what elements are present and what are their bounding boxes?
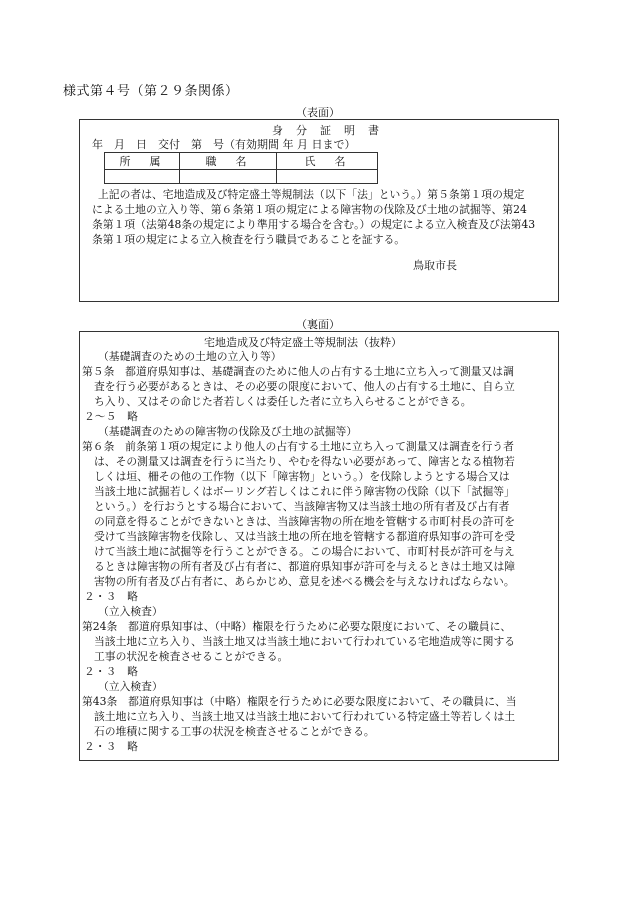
front-body-line: 上記の者は、宅地造成及び特定盛土等規制法（以下「法」という。）第５条第１項の規定 [98, 188, 525, 201]
form-title: 様式第４号（第２９条関係） [63, 84, 239, 99]
back-card [79, 331, 559, 761]
front-heading: 身 分 証 明 書 [272, 124, 380, 137]
article-line: 害物の所有者及び占有者に、あらかじめ、意見を述べる機会を与えなければならない。 [94, 575, 515, 588]
article-line: は、その測量又は調査を行うに当たり、やむを得ない必要があって、障害となる植物若 [94, 455, 515, 468]
staff-table-header-row [105, 153, 378, 170]
article-caption: （立入検査） [98, 605, 163, 618]
article-line: という。）を行おうとする場合において、当該障害物又は当該土地の所有者及び占有者 [94, 500, 510, 513]
article-line: 当該土地に試掘若しくはボーリング若しくはこれに伴う障害物の伐除（以下「試掘等」 [94, 485, 515, 498]
article-caption: （基礎調査のための障害物の伐除及び土地の試掘等） [98, 425, 358, 438]
omitted-paragraphs: ２・３ 略 [84, 590, 138, 603]
issue-line: 年 月 日 交付 第 号（有効期間 年 月 日まで） [92, 138, 356, 151]
article-line: 第６条 前条第１項の規定により他人の占有する土地に立ち入って測量又は調査を行う者 [82, 440, 514, 453]
article-line: 査を行う必要があるときは、その必要の限度において、他人の占有する土地に、自ら立 [94, 380, 515, 393]
value-position [180, 170, 277, 184]
staff-table-value-row [105, 170, 378, 184]
article-caption: （基礎調査のための土地の立入り等） [98, 350, 282, 363]
article-line: 受けて当該障害物を伐除し、又は当該土地の所在地を管轄する都道府県知事の許可を受 [94, 530, 516, 543]
article-line: 石の堆積に関する工事の状況を検査させることができる。 [94, 725, 375, 738]
article-line: るときは障害物の所有者及び占有者に、都道府県知事が許可を与えるときは土地又は障 [94, 560, 516, 573]
article-line: 当該土地に立ち入り、当該土地又は当該土地において行われている宅地造成等に関する [94, 635, 516, 648]
header-affiliation: 所 属 [105, 153, 180, 170]
article-line: 第５条 都道府県知事は、基礎調査のために他人の占有する土地に立ち入って測量又は調 [82, 365, 514, 378]
article-line: 第24条 都道府県知事は、（中略）権限を行うために必要な限度において、その職員に、 [82, 620, 512, 633]
article-line: 工事の状況を検査させることができる。 [94, 650, 289, 663]
value-name [277, 170, 378, 184]
issuer: 鳥取市長 [413, 259, 457, 272]
front-side-label: （表面） [296, 106, 340, 119]
omitted-paragraphs: ２・３ 略 [84, 740, 138, 753]
header-position: 職 名 [180, 153, 277, 170]
law-excerpt [82, 349, 517, 754]
front-body-line: による土地の立入り等、第６条第１項の規定による障害物の伐除及び土地の試掘等、第24 [92, 203, 527, 216]
front-card [79, 119, 559, 302]
front-body [92, 187, 535, 247]
staff-table [104, 152, 378, 184]
article-line: 該土地に立ち入り、当該土地又は当該土地において行われている特定盛土等若しくは土 [94, 710, 516, 723]
front-body-line: 条第１項の規定による立入検査を行う職員であることを証する。 [92, 233, 406, 246]
omitted-paragraphs: ２～５ 略 [84, 410, 138, 423]
article-caption: （立入検査） [98, 680, 163, 693]
front-body-line: 条第１項（法第48条の規定により準用する場合を含む。）の規定による立入検査及び法第43 [92, 218, 536, 231]
omitted-paragraphs: ２・３ 略 [84, 665, 138, 678]
article-line: ち入り、又はその命じた者若しくは委任した者に立ち入らせることができる。 [94, 395, 472, 408]
back-heading: 宅地造成及び特定盛土等規制法（抜粋） [204, 336, 402, 349]
value-affiliation [105, 170, 180, 184]
header-name: 氏 名 [277, 153, 378, 170]
article-line: しくは垣、柵その他の工作物（以下「障害物」という。）を伐除しようとする場合又は [94, 470, 510, 483]
back-side-label: （裏面） [296, 318, 340, 331]
article-line: けて当該土地に試掘等を行うことができる。この場合において、市町村長が許可を与え [94, 545, 515, 558]
article-line: の同意を得ることができないときは、当該障害物の所在地を管轄する市町村長の許可を [94, 515, 516, 528]
article-line: 第43条 都道府県知事は（中略）権限を行うために必要な限度において、その職員に、当 [82, 695, 517, 708]
